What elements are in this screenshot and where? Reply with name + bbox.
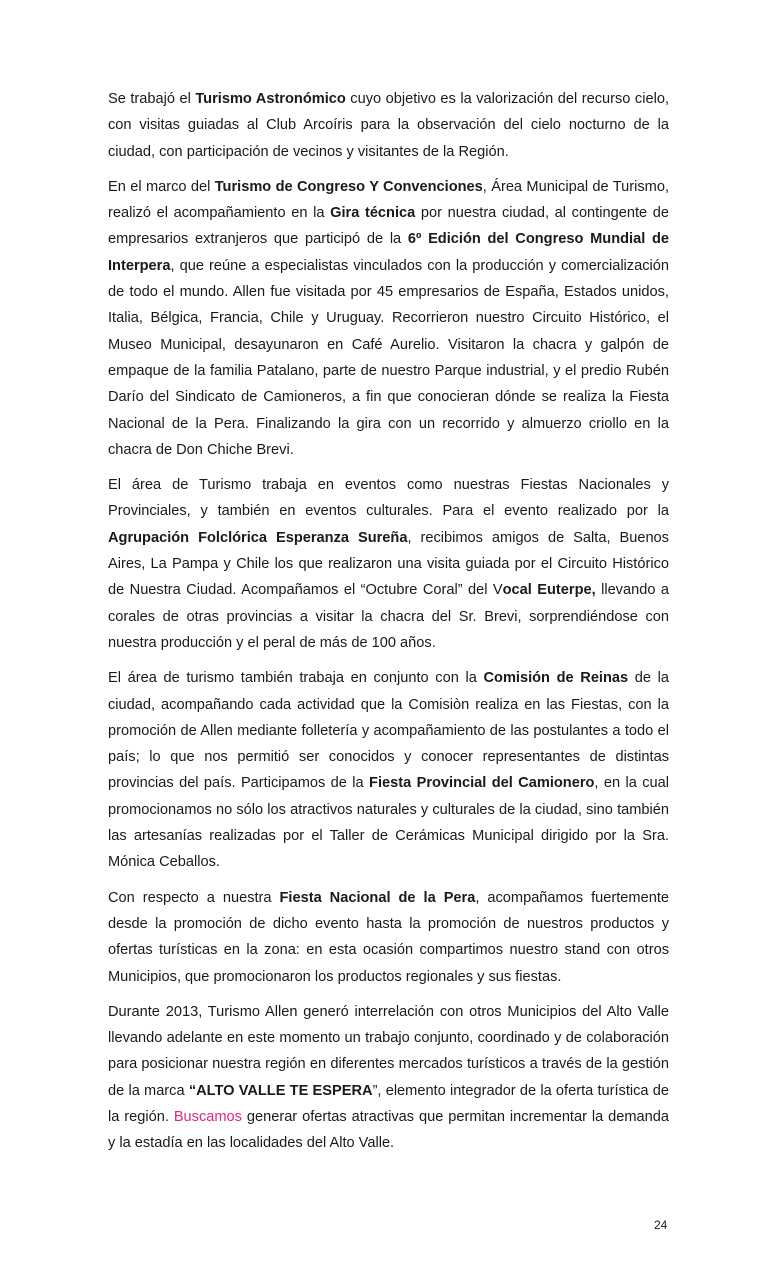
text-run: , que reúne a especialistas vinculados con la producción y comercialización de todo el mundo. Allen fue visitada por 45 empresarios de España, Estados unidos, Italia, Bélgica, Francia, Chile y Uruguay. Recorrieron nuestro Circuito Histórico, el Museo Municipal, desayunaron en Café Aurelio. Visitaron la chacra y galpón de empaque de la familia Patalano, parte de nuestro Parque industrial, y el predio Rubén Darío del Sindicato de Camioneros, a fin que conocieran dónde se realiza la Fiesta Nacional de la Pera. Finalizando la gira con un recorrido y almuerzo criollo en la chacra de Don Chiche Brevi. — [108, 257, 669, 458]
bold-run: Fiesta Provincial del Camionero — [369, 775, 595, 792]
text-run: generar ofertas atractivas que permitan incrementar la demanda y la estadía en las localidades del Alto Valle. — [108, 1108, 670, 1152]
text-run: por nuestra ciudad, al contingente de empresarios extranjeros que participó de la — [108, 205, 669, 248]
text-run: de la ciudad, acompañando cada actividad que la Comisiòn realiza en las Fiestas, con la promoción de Allen mediante folletería y acompañamiento de las postulantes a todo el país; lo que nos permitió ser conocidos y conocer representantes de distintas provincias del país. Participamos de la — [108, 670, 670, 792]
text-run: llevando a corales de otras provincias a visitar la chacra del Sr. Brevi, sorprendiéndose con nuestra producción y el peral de más de 100 años. — [108, 582, 669, 651]
text-run: , Área Municipal de Turismo, realizó el acompañamiento en la — [108, 178, 669, 222]
text-run: cuyo objetivo es la valorización del recurso cielo, con visitas guiadas al Club Arcoíris para la observación del cielo nocturno de la ciudad, con participación de vecinos y visitantes de la Región. — [108, 91, 669, 160]
bold-run: Turismo de Congreso Y Convenciones — [214, 178, 483, 195]
paragraph-fiesta-pera — [108, 885, 669, 990]
bold-run: Fiesta Nacional de la Pera — [279, 889, 476, 906]
document-body — [108, 86, 669, 1166]
bold-run: Turismo Astronómico — [195, 91, 346, 107]
text-run: , en la cual promocionamos no sólo los atractivos naturales y culturales de la ciudad, sino también las artesanías realizadas por el Taller de Cerámicas Municipal dirigido por la Sra. Mónica Ceballos. — [108, 775, 669, 871]
paragraph-turismo-astronomico — [108, 86, 669, 165]
paragraph-eventos-culturales — [108, 472, 669, 656]
paragraph-comision-reinas — [108, 665, 669, 875]
text-run: Durante 2013, Turismo Allen generó interrelación con otros Municipios del Alto Valle llevando adelante en este momento un trabajo conjunto, coordinado y de colaboración para posicionar nuestra región en diferentes mercados turísticos a través de la gestión de la marca — [108, 1003, 669, 1099]
text-run: , acompañamos fuertemente desde la promoción de dicho evento hasta la promoción de nuestros productos y ofertas turísticas en la zona: en esta ocasión compartimos nuestro stand con otros Municipios, que promocionaron los productos regionales y sus fiestas. — [108, 889, 669, 985]
text-run: Se trabajó el — [108, 91, 196, 107]
text-run: En el marco del — [108, 178, 215, 195]
highlighted-run: Buscamos — [173, 1108, 242, 1125]
text-run: , recibimos amigos de Salta, Buenos Aires, La Pampa y Chile los que realizaron una visita guiada por el Circuito Histórico de Nuestra Ciudad. Acompañamos el “Octubre Coral” del V — [108, 529, 669, 599]
text-run: El área de turismo también trabaja en conjunto con la — [108, 670, 484, 687]
bold-run: Gira técnica — [330, 205, 416, 222]
text-run: ”, elemento integrador de la oferta turística de la región. — [108, 1082, 670, 1125]
page-number: 24 — [654, 1218, 668, 1232]
bold-run: 6º Edición del Congreso Mundial de Interpera — [108, 231, 669, 274]
bold-run: Comisión de Reinas — [483, 670, 629, 687]
paragraph-turismo-congreso — [108, 174, 669, 463]
text-run: El área de Turismo trabaja en eventos como nuestras Fiestas Nacionales y Provinciales, y también en eventos culturales. Para el evento realizado por la — [108, 477, 669, 520]
text-run: Con respecto a nuestra — [108, 889, 280, 906]
bold-run: ocal Euterpe, — [502, 582, 596, 599]
bold-run: “ALTO VALLE TE ESPERA — [188, 1082, 373, 1099]
bold-run: Agrupación Folclórica Esperanza Sureña — [108, 529, 408, 546]
paragraph-alto-valle — [108, 999, 669, 1157]
